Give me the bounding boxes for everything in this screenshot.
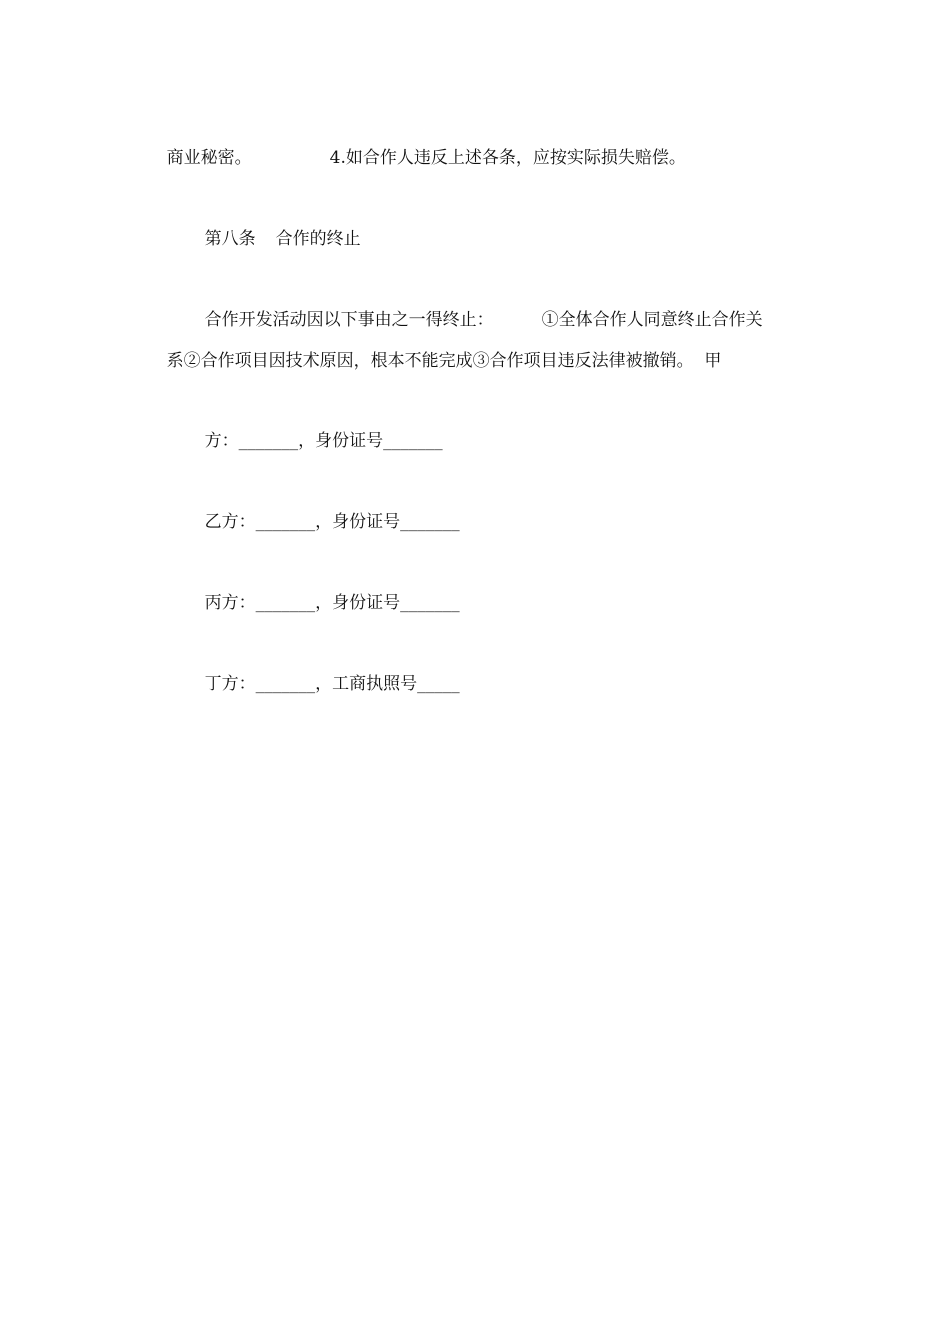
signature-line — [183, 411, 443, 471]
paragraph-text: 商业秘密。 — [166, 148, 252, 168]
article-number: 第八条 — [204, 229, 256, 249]
paragraph-text: 4.如合作人违反上述各条，应按实际损失赔偿。 — [329, 148, 686, 168]
paragraph-text: 合作开发活动因以下事由之一得终止： — [204, 310, 494, 330]
paragraph-line — [145, 128, 686, 188]
paragraph-text: ①全体合作人同意终止合作关 — [541, 310, 763, 330]
signature-text: 方：_______，身份证号_______ — [204, 431, 443, 451]
signature-line — [183, 492, 460, 552]
signature-text: 乙方：_______，身份证号_______ — [204, 512, 460, 532]
signature-line — [183, 573, 460, 633]
article-heading — [183, 209, 361, 269]
signature-text: 丙方：_______，身份证号_______ — [204, 593, 460, 613]
signature-line — [183, 654, 460, 714]
article-title: 合作的终止 — [275, 229, 361, 249]
paragraph-line — [145, 331, 721, 391]
signature-text: 丁方：_______，工商执照号_____ — [204, 674, 460, 694]
paragraph-text: 系②合作项目因技术原因，根本不能完成③合作项目违反法律被撤销。 甲 — [166, 351, 722, 371]
